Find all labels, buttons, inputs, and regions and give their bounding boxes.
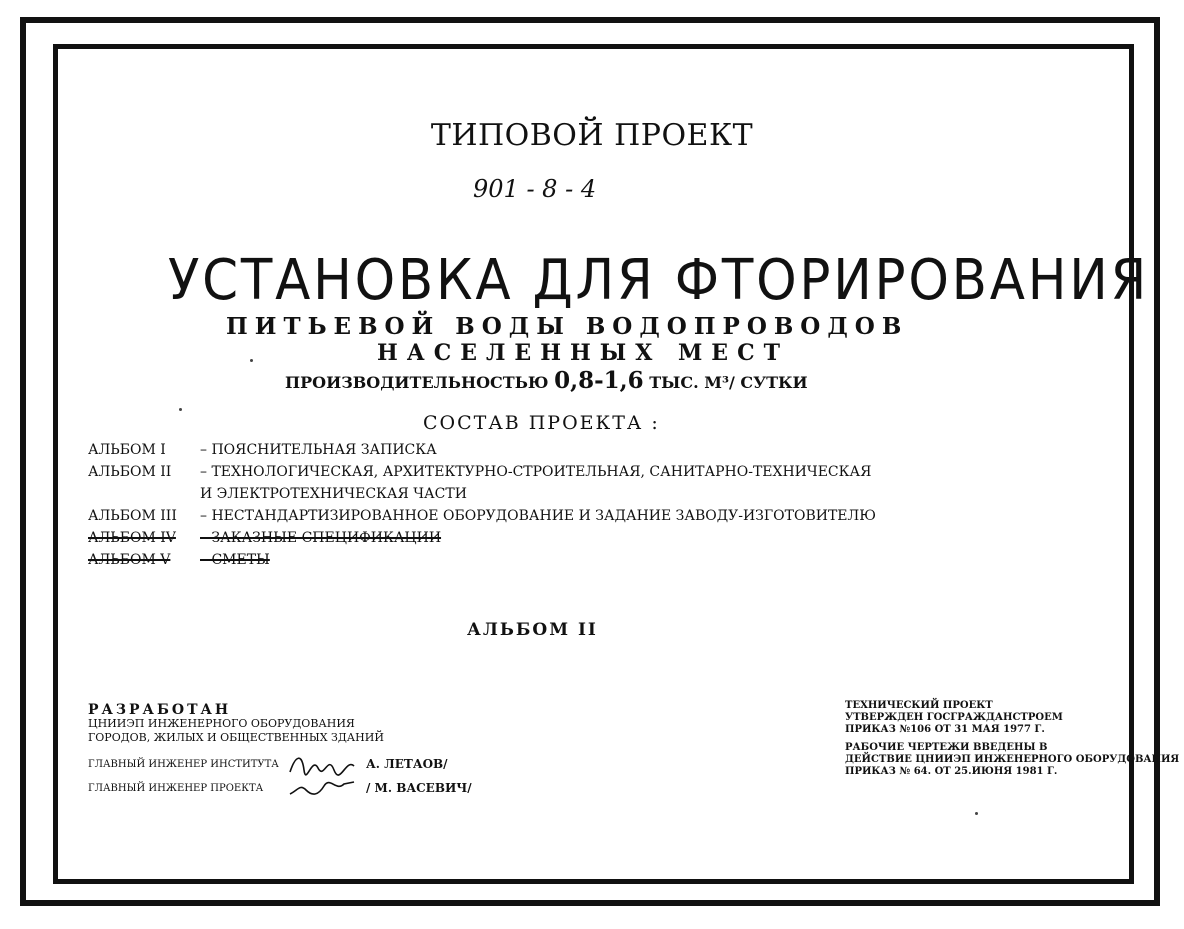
approval-line: ДЕЙСТВИЕ ЦНИИЭП ИНЖЕНЕРНОГО ОБОРУДОВАНИЯ — [845, 754, 1180, 765]
developer-org-line2: ГОРОДОВ, ЖИЛЫХ И ОБЩЕСТВЕННЫХ ЗДАНИЙ — [88, 731, 384, 744]
album-text: – СМЕТЫ — [200, 552, 270, 568]
album-text: – ПОЯСНИТЕЛЬНАЯ ЗАПИСКА — [200, 442, 437, 458]
approval-line: ТЕХНИЧЕСКИЙ ПРОЕКТ — [845, 700, 993, 711]
handwritten-signature — [288, 776, 358, 800]
capacity-value: 0,8-1,6 — [554, 367, 644, 394]
album-list — [88, 440, 876, 572]
speck — [179, 408, 182, 411]
list-item — [88, 440, 876, 462]
developer-org-line1: ЦНИИЭП ИНЖЕНЕРНОГО ОБОРУДОВАНИЯ — [88, 717, 355, 730]
album-text: – ЗАКАЗНЫЕ СПЕЦИФИКАЦИИ — [200, 530, 442, 546]
album-key: АЛЬБОМ II — [88, 464, 172, 480]
handwritten-signature — [288, 752, 358, 776]
album-key: АЛЬБОМ IV — [88, 530, 176, 546]
capacity-unit: ТЫС. М³/ СУТКИ — [649, 373, 808, 392]
list-item — [88, 528, 876, 550]
approval-line: РАБОЧИЕ ЧЕРТЕЖИ ВВЕДЕНЫ В — [845, 742, 1048, 753]
album-key: АЛЬБОМ I — [88, 442, 166, 458]
page-title: УСТАНОВКА ДЛЯ ФТОРИРОВАНИЯ — [168, 248, 1150, 313]
approval-block — [845, 700, 1179, 778]
project-code: 901 - 8 - 4 — [473, 175, 597, 203]
approval-line: ПРИКАЗ №106 ОТ 31 МАЯ 1977 Г. — [845, 724, 1045, 735]
speck — [975, 812, 978, 815]
subtitle-line1: ПИТЬЕВОЙ ВОДЫ ВОДОПРОВОДОВ — [226, 313, 909, 340]
album-text: И ЭЛЕКТРОТЕХНИЧЕСКАЯ ЧАСТИ — [200, 486, 467, 502]
speck — [250, 359, 253, 362]
document-type-label: ТИПОВОЙ ПРОЕКТ — [430, 118, 754, 153]
signature-row — [88, 776, 472, 800]
album-key: АЛЬБОМ III — [88, 508, 177, 524]
album-text: – НЕСТАНДАРТИЗИРОВАННОЕ ОБОРУДОВАНИЕ И ЗАДАНИЕ ЗАВОДУ-ИЗГОТОВИТЕЛЮ — [200, 508, 876, 524]
list-item — [88, 506, 876, 528]
capacity-prefix: ПРОИЗВОДИТЕЛЬНОСТЬЮ — [285, 373, 549, 392]
signature-row — [88, 752, 472, 776]
signatures — [88, 752, 472, 800]
approval-line: УТВЕРЖДЕН ГОСГРАЖДАНСТРОЕМ — [845, 712, 1063, 723]
list-item — [88, 484, 876, 506]
album-key — [88, 484, 200, 506]
developer-heading: РАЗРАБОТАН — [88, 702, 232, 718]
signer-name: А. ЛЕТАОВ/ — [366, 757, 448, 771]
list-item — [88, 550, 876, 572]
subtitle-line2: НАСЕЛЕННЫХ МЕСТ — [377, 340, 789, 366]
approval-line: ПРИКАЗ № 64. ОТ 25.ИЮНЯ 1981 Г. — [845, 766, 1058, 777]
signer-name: / М. ВАСЕВИЧ/ — [366, 781, 472, 795]
developer-block — [88, 703, 384, 745]
album-text: – ТЕХНОЛОГИЧЕСКАЯ, АРХИТЕКТУРНО-СТРОИТЕЛЬНАЯ, САНИТАРНО-ТЕХНИЧЕСКАЯ — [200, 464, 872, 480]
signer-role: ГЛАВНЫЙ ИНЖЕНЕР ИНСТИТУТА — [88, 758, 279, 770]
composition-heading: СОСТАВ ПРОЕКТА : — [423, 412, 660, 434]
capacity-line — [285, 367, 808, 394]
album-key: АЛЬБОМ V — [88, 552, 171, 568]
list-item — [88, 462, 876, 484]
current-album-label: АЛЬБОМ II — [467, 620, 598, 640]
signer-role: ГЛАВНЫЙ ИНЖЕНЕР ПРОЕКТА — [88, 782, 264, 794]
